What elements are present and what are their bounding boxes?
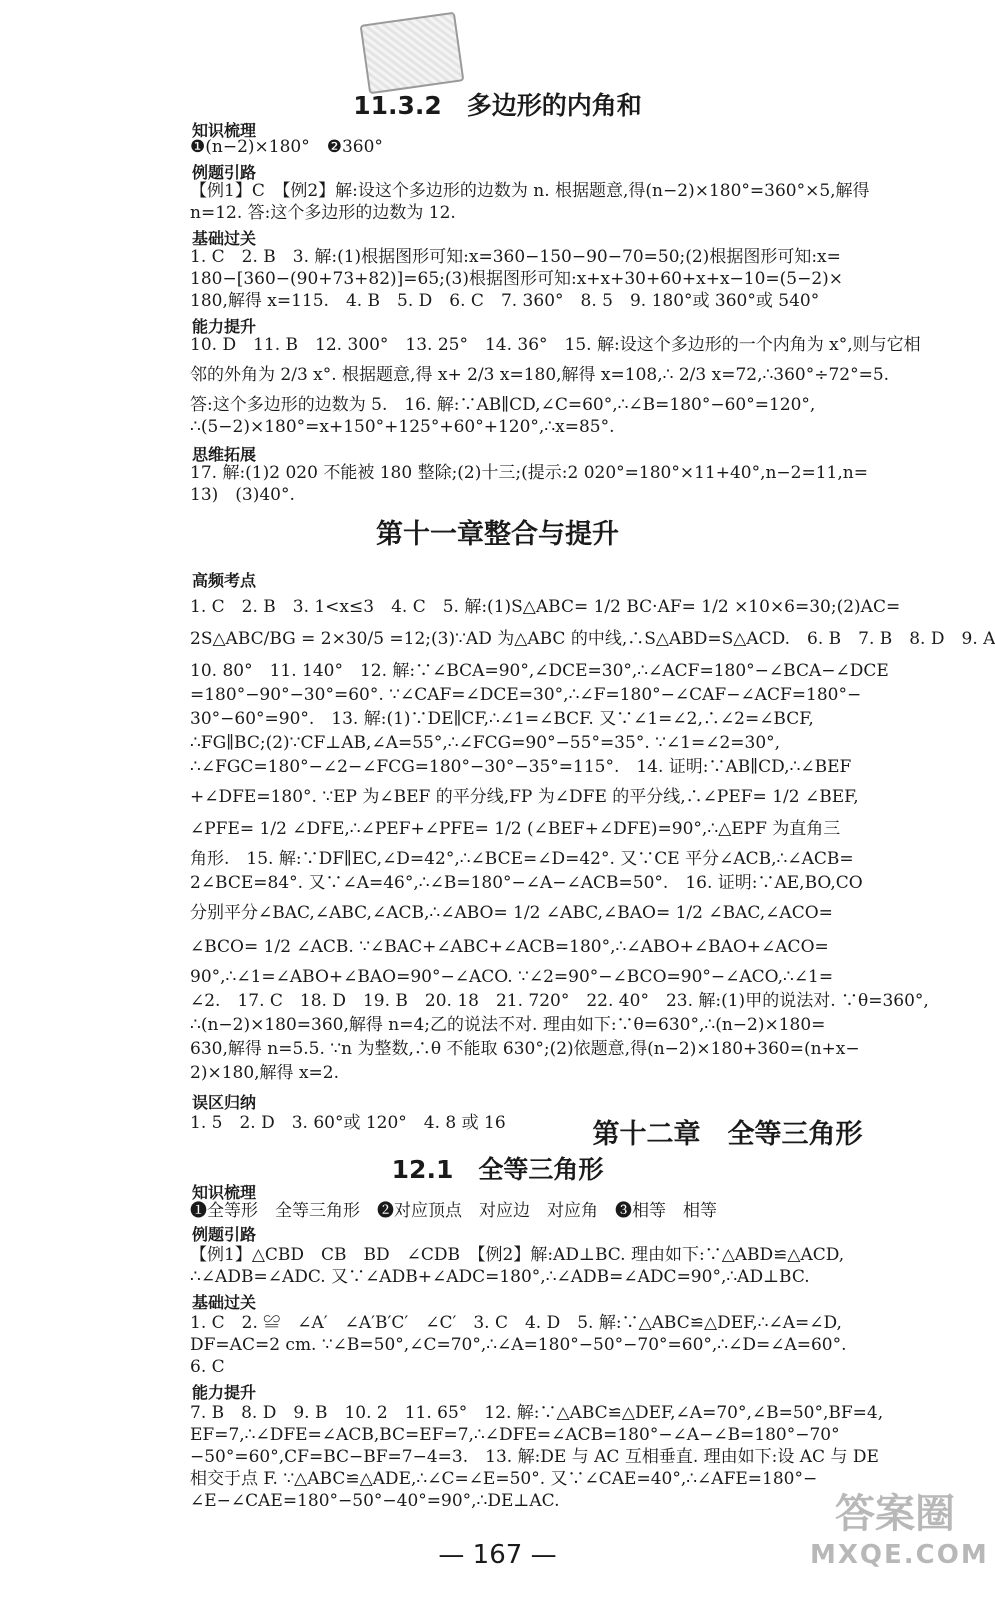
watermark-url: MXQE.COM [810,1540,989,1570]
text-line: 13) (3)40°. [190,485,295,505]
label-basics: 基础过关 [192,229,257,248]
label-basics: 基础过关 [192,1293,257,1312]
text-line: ∠2. 17. C 18. D 19. B 20. 18 21. 720° 22. 40° 23. 解:(1)甲的说法对. ∵θ=360°, [190,991,929,1011]
text-line: ∴(5−2)×180°=x+150°+125°+60°+120°,∴x=85°. [190,417,615,437]
watermark-text: 答案圈 [835,1491,955,1537]
text-line: 角形. 15. 解:∵DF∥EC,∠D=42°,∴∠BCE=∠D=42°. 又∵CE 平分∠ACB,∴∠ACB= [190,849,854,869]
text-line: ❶全等形 全等三角形 ❷对应顶点 对应边 对应角 ❸相等 相等 [190,1201,717,1221]
label-pitfalls: 误区归纳 [192,1093,257,1112]
text-line: 180,解得 x=115. 4. B 5. D 6. C 7. 360° 8. 5 9. 180°或 360°或 540° [190,291,820,311]
text-line: 2S△ABC/BG = 2×30/5 =12;(3)∵AD 为△ABC 的中线,∴S△ABD=S△ACD. 6. B 7. B 8. D 9. A [190,629,995,649]
text-line: 【例1】C 【例2】解:设这个多边形的边数为 n. 根据题意,得(n−2)×180°=360°×5,解得 [190,181,870,201]
text-line: 10. D 11. B 12. 300° 13. 25° 14. 36° 15. 解:设这个多边形的一个内角为 x°,则与它相 [190,335,921,355]
text-line: ∠BCO= 1/2 ∠ACB. ∵∠BAC+∠ABC+∠ACB=180°,∴∠ABO+∠BAO+∠ACO= [190,937,829,957]
section-title-12-1: 12.1 全等三角形 [391,1155,604,1184]
label-knowledge: 知识梳理 [192,121,257,140]
text-line: ∠E−∠CAE=180°−50°−40°=90°,∴DE⊥AC. [190,1491,560,1511]
text-line: +∠DFE=180°. ∵EP 为∠BEF 的平分线,FP 为∠DFE 的平分线,∴∠PEF= 1/2 ∠BEF, [190,787,859,807]
text-line: 答:这个多边形的边数为 5. 16. 解:∵AB∥CD,∠C=60°,∴∠B=180°−60°=120°, [190,395,816,415]
text-line: 邻的外角为 2/3 x°. 根据题意,得 x+ 2/3 x=180,解得 x=108,∴ 2/3 x=72,∴360°÷72°=5. [190,365,890,385]
label-knowledge: 知识梳理 [192,1183,257,1202]
label-ability: 能力提升 [192,1383,257,1402]
text-line: DF=AC=2 cm. ∵∠B=50°,∠C=70°,∴∠A=180°−50°−70°=60°,∴∠D=∠A=60°. [190,1335,847,1355]
text-line: 10. 80° 11. 140° 12. 解:∵∠BCA=90°,∠DCE=30°,∴∠ACF=180°−∠BCA−∠DCE [190,661,889,681]
seal-stamp [360,12,465,95]
section-title-11-3-2: 11.3.2 多边形的内角和 [353,91,642,120]
text-line: 6. C [190,1357,225,1377]
text-line: ∴∠FGC=180°−∠2−∠FCG=180°−30°−35°=115°. 14. 证明:∵AB∥CD,∴∠BEF [190,757,852,777]
text-line: ∠PFE= 1/2 ∠DFE,∴∠PEF+∠PFE= 1/2 (∠BEF+∠DFE)=90°,∴△EPF 为直角三 [190,819,841,839]
chapter-review-title: 第十一章整合与提升 [376,519,619,550]
text-line: 2)×180,解得 x=2. [190,1063,339,1083]
label-examples: 例题引路 [192,1225,257,1244]
text-line: ∴∠ADB=∠ADC. 又∵∠ADB+∠ADC=180°,∴∠ADB=∠ADC=90°,∴AD⊥BC. [190,1267,810,1287]
text-line: 相交于点 F. ∵△ABC≌△ADE,∴∠C=∠E=50°. 又∵∠CAE=40°,∴∠AFE=180°− [190,1469,818,1489]
text-line: =180°−90°−30°=60°. ∵∠CAF=∠DCE=30°,∴∠F=180°−∠CAF−∠ACF=180°− [190,685,862,705]
text-line: −50°=60°,CF=BC−BF=7−4=3. 13. 解:DE 与 AC 互相垂直. 理由如下:设 AC 与 DE [190,1447,879,1467]
label-examples: 例题引路 [192,163,257,182]
text-line: 180−[360−(90+73+82)]=65;(3)根据图形可知:x+x+30+60+x+x−10=(5−2)× [190,269,844,289]
text-line: ❶(n−2)×180° ❷360° [190,137,383,157]
text-line: n=12. 答:这个多边形的边数为 12. [190,203,456,223]
text-line: 17. 解:(1)2 020 不能被 180 整除;(2)十三;(提示:2 020°=180°×11+40°,n−2=11,n= [190,463,868,483]
text-line: ∴FG∥BC;(2)∵CF⊥AB,∠A=55°,∴∠FCG=90°−55°=35°. ∵∠1=∠2=30°, [190,733,781,753]
text-line: 30°−60°=90°. 13. 解:(1)∵DE∥CF,∴∠1=∠BCF. 又∵∠1=∠2,∴∠2=∠BCF, [190,709,814,729]
chapter-12-title: 第十二章 全等三角形 [592,1119,863,1150]
text-line: 7. B 8. D 9. B 10. 2 11. 65° 12. 解:∵△ABC≌△DEF,∠A=70°,∠B=50°,BF=4, [190,1403,884,1423]
text-line: 1. C 2. B 3. 1<x≤3 4. C 5. 解:(1)S△ABC= 1/2 BC·AF= 1/2 ×10×6=30;(2)AC= [190,597,901,617]
label-ability: 能力提升 [192,317,257,336]
label-frequent: 高频考点 [192,571,257,590]
text-line: EF=7,∴∠DFE=∠ACB,BC=EF=7,∴∠DFE=∠ACB=180°−∠A−∠B=180°−70° [190,1425,840,1445]
text-line: ∴(n−2)×180=360,解得 n=4;乙的说法不对. 理由如下:∵θ=630°,∴(n−2)×180= [190,1015,826,1035]
label-extension: 思维拓展 [192,445,257,464]
text-line: 1. C 2. ≌ ∠A′ ∠A′B′C′ ∠C′ 3. C 4. D 5. 解:∵△ABC≌△DEF,∴∠A=∠D, [190,1313,842,1333]
text-line: 2∠BCE=84°. 又∵∠A=46°,∴∠B=180°−∠A−∠ACB=50°. 16. 证明:∵AE,BO,CO [190,873,863,893]
watermark-logo [810,1488,989,1588]
page-number: — 167 — [438,1540,557,1570]
text-line: 630,解得 n=5.5. ∵n 为整数,∴θ 不能取 630°;(2)依题意,得(n−2)×180+360=(n+x− [190,1039,860,1059]
text-line: 【例1】△CBD CB BD ∠CDB 【例2】解:AD⊥BC. 理由如下:∵△ABD≌△ACD, [190,1245,845,1265]
text-line: 分别平分∠BAC,∠ABC,∠ACB,∴∠ABO= 1/2 ∠ABC,∠BAO= 1/2 ∠BAC,∠ACO= [190,903,833,923]
text-line: 1. 5 2. D 3. 60°或 120° 4. 8 或 16 [190,1113,506,1133]
text-line: 1. C 2. B 3. 解:(1)根据图形可知:x=360−150−90−70=50;(2)根据图形可知:x= [190,247,841,267]
text-line: 90°,∴∠1=∠ABO+∠BAO=90°−∠ACO. ∵∠2=90°−∠BCO=90°−∠ACO,∴∠1= [190,967,834,987]
